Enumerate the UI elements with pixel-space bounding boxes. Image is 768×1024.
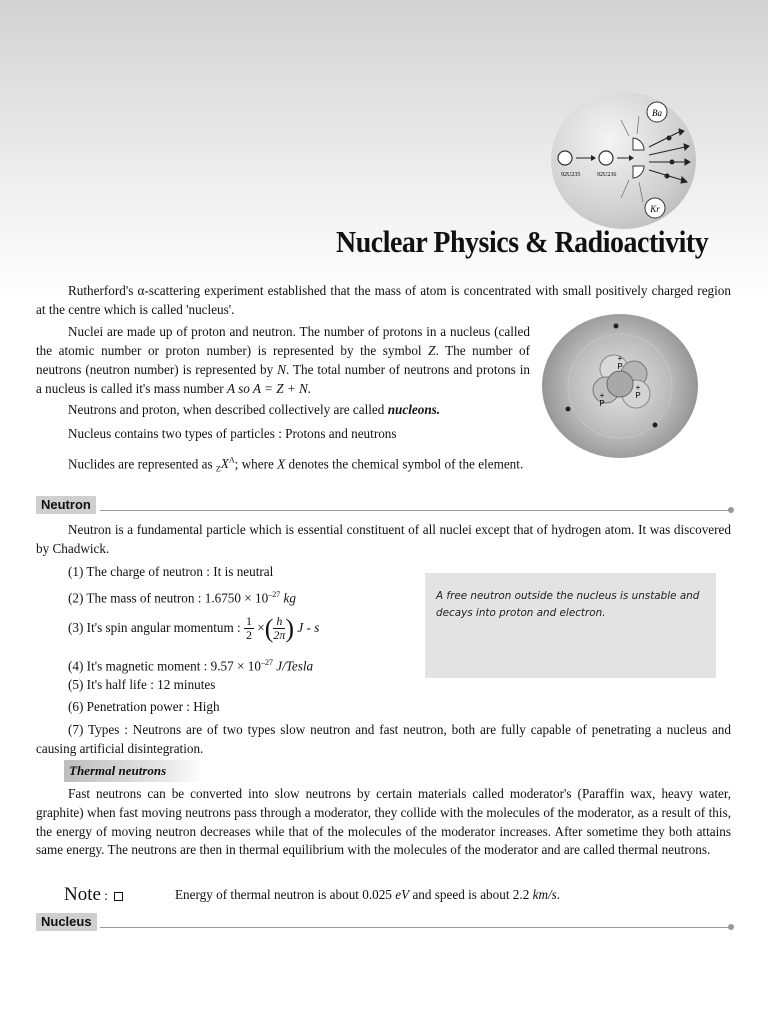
section-heading-neutron xyxy=(36,496,734,514)
note-line: Note : Energy of thermal neutron is about 0.025 eV and speed is about 2.2 km/s. xyxy=(64,884,561,905)
fraction-half: $\frac{1}{2}$ xyxy=(245,614,252,643)
section-rule-dot xyxy=(728,507,734,513)
neutron-3 xyxy=(607,371,633,397)
section-rule xyxy=(100,510,730,511)
note-label: Note xyxy=(64,884,101,905)
subheading-label: Thermal neutrons xyxy=(69,763,167,778)
atom-illustration xyxy=(542,314,698,458)
neutron-property-4: (4) It's magnetic moment : $9.57 \times 10^{-27}$ J/Tesla xyxy=(68,658,314,674)
section-heading-nucleus xyxy=(36,913,734,931)
intro-paragraph-2: Nuclei are made up of proton and neutron. The number of protons in a nucleus (called the atomic number or proton number) is represented by the symbol Z. The number of neutrons (neutron number) is represented by N. The total number of neutrons and protons in a nucleus is called it's mass number A so A = Z + N. xyxy=(36,324,530,396)
u235-nucleus xyxy=(558,151,572,165)
intro-paragraph-1: Rutherford's α-scattering experiment established that the mass of atom is concentrated with small positively charged region at the centre which is called 'nucleus'. xyxy=(36,283,731,317)
note-text: Energy of thermal neutron is about 0.025 eV and speed is about 2.2 km/s. xyxy=(175,887,561,902)
neutron-note-text: A free neutron outside the nucleus is unstable and decays into proton and electron. xyxy=(436,590,700,619)
fragment-bottom xyxy=(633,166,644,178)
fraction-h-2pi: $\frac{h}{2\pi}$ xyxy=(273,614,286,643)
ba-label: Ba xyxy=(652,108,662,118)
u235-label: 92U235 xyxy=(561,172,581,178)
neutron-note-box xyxy=(425,573,716,678)
svg-text:P: P xyxy=(635,391,641,400)
electron-1 xyxy=(614,324,619,329)
intro-paragraph-5: Nuclides are represented as $_ZX^A$; where X denotes the chemical symbol of the element. xyxy=(68,456,524,475)
svg-text:P: P xyxy=(599,399,605,408)
electron-3 xyxy=(653,423,658,428)
kr-label: Kr xyxy=(650,204,660,214)
section-label: Nucleus xyxy=(36,913,97,931)
section-label: Neutron xyxy=(36,496,96,514)
neutron-property-7: (7) Types : Neutrons are of two types slow neutron and fast neutron, both are fully capable of penetrating a nucleus and causing artificial disintegration. xyxy=(36,722,731,756)
fragment-top xyxy=(633,138,644,150)
chapter-title: Nuclear Physics & Radioactivity xyxy=(336,224,709,259)
svg-text:P: P xyxy=(617,362,623,371)
neutron-property-1: (1) The charge of neutron : It is neutral xyxy=(68,564,274,579)
svg-text:+: + xyxy=(617,354,623,363)
u236-nucleus xyxy=(599,151,613,165)
checkbox-bullet-icon xyxy=(114,892,123,901)
neutron-intro: Neutron is a fundamental particle which is essential constituent of all nuclei except that of hydrogen atom. It was discovered by Chadwick. xyxy=(36,522,731,556)
neutron-property-3: (3) It's spin angular momentum : $\frac{1}{2}$ ×( $\frac{h}{2\pi}$ ) J - s xyxy=(68,613,320,643)
neutron-arrows xyxy=(649,129,690,183)
neutron-property-2: (2) The mass of neutron : $1.6750 \times 10^{-27}$ kg xyxy=(68,590,296,606)
u236-label: 92U236 xyxy=(597,172,617,178)
intro-paragraph-4: Nucleus contains two types of particles : Protons and neutrons xyxy=(68,426,397,441)
svg-text:+: + xyxy=(599,391,605,400)
neutron-property-6: (6) Penetration power : High xyxy=(68,699,220,714)
fission-illustration xyxy=(551,92,696,229)
fission-diagram xyxy=(551,92,696,229)
svg-text:+: + xyxy=(635,383,641,392)
section-rule xyxy=(100,927,730,928)
thermal-paragraph: Fast neutrons can be converted into slow neutrons by certain materials called moderator's (Paraffin wax, heavy water, graphite) when fast moving neutrons pass through a moderator, they collide with the molecules of the moderator, as a result of this, the energy of moving neutron decreases while that of the molecules of the moderator increases. After sometime they both attains same energy. The neutrons are then in thermal equilibrium with the molecules of the moderator and are called thermal neutrons. xyxy=(36,786,731,858)
intro-paragraph-3: Neutrons and proton, when described collectively are called nucleons. xyxy=(68,402,441,417)
atom-diagram xyxy=(542,314,698,458)
section-rule-dot xyxy=(728,924,734,930)
neutron-property-5: (5) It's half life : 12 minutes xyxy=(68,677,216,692)
electron-2 xyxy=(566,407,571,412)
subheading-thermal-neutrons xyxy=(64,760,204,782)
